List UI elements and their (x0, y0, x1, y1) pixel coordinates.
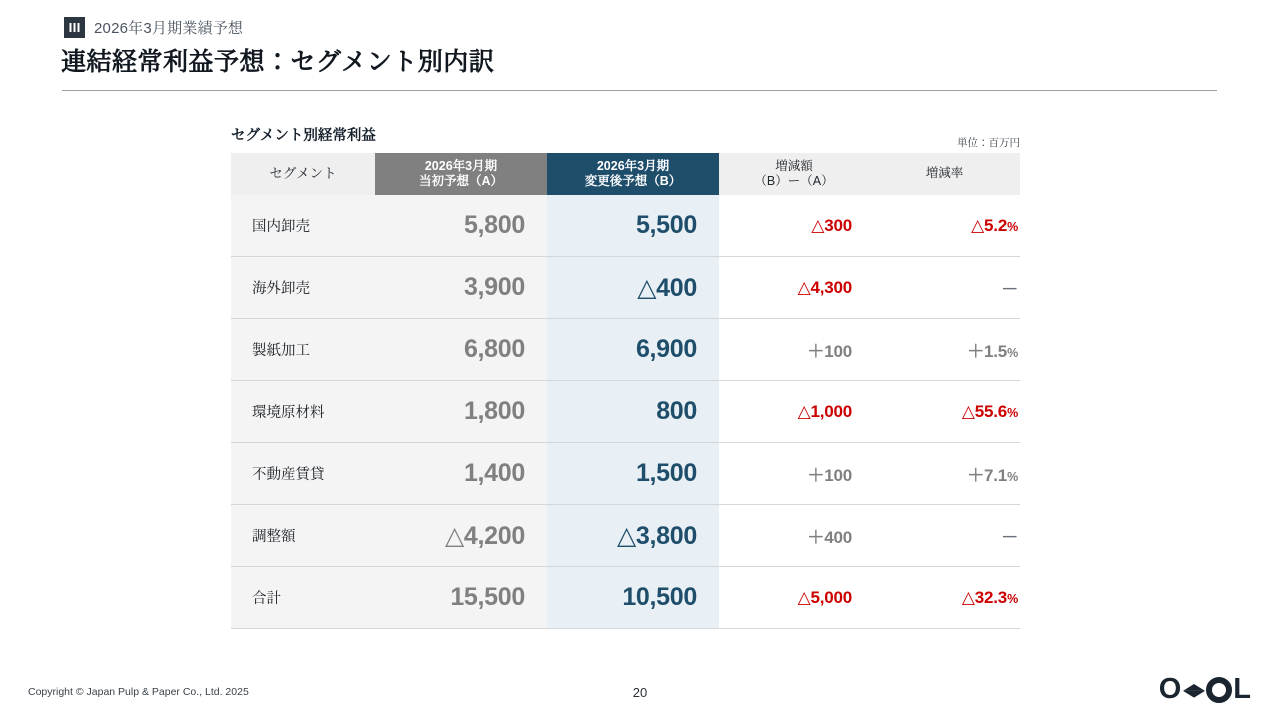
cell-change-rate-unit: % (1007, 219, 1018, 234)
cell-segment-name: 製紙加工 (231, 319, 375, 381)
cell-segment-name: 環境原材料 (231, 381, 375, 443)
cell-change-rate (869, 257, 1020, 319)
ovol-logo (1159, 673, 1252, 706)
cell-change-rate (869, 195, 1020, 257)
cell-change-rate-unit: % (1007, 405, 1018, 420)
column-header-revised-line2: 変更後予想（B） (584, 174, 682, 188)
unit-note: 単位：百万円 (957, 137, 1020, 149)
column-header-initial-forecast (375, 153, 547, 195)
cell-initial-forecast: 1,800 (375, 381, 547, 443)
table-header-row (231, 153, 1020, 195)
cell-change-rate (869, 319, 1020, 381)
page-number: 20 (632, 685, 648, 700)
column-header-difference-line1: 増減額 (775, 158, 813, 173)
footer-copyright: Copyright © Japan Pulp & Paper Co., Ltd. 2025 (28, 686, 249, 698)
cell-segment-name: 不動産賃貸 (231, 443, 375, 505)
logo-letter-o-left: O (1158, 673, 1183, 705)
column-header-initial-line2: 当初予想（A） (418, 174, 504, 188)
table-caption: セグメント別経常利益 (231, 128, 376, 144)
table-row (231, 257, 1020, 319)
table-header (231, 153, 1020, 195)
table-row (231, 319, 1020, 381)
cell-revised-forecast: 5,500 (547, 195, 719, 257)
slide-mark-icon (64, 17, 85, 38)
column-header-revised-line1: 2026年3月期 (596, 158, 670, 173)
table-row (231, 195, 1020, 257)
cell-segment-name: 国内卸売 (231, 195, 375, 257)
eyebrow (64, 17, 243, 38)
cell-change-rate (869, 443, 1020, 505)
column-header-change-rate-line1: 増減率 (925, 166, 964, 181)
cell-revised-forecast: 10,500 (547, 567, 719, 629)
cell-change-rate-value: － (1001, 528, 1018, 547)
logo-diamond-icon (1183, 677, 1205, 691)
table-row (231, 443, 1020, 505)
column-header-difference-line2: （B）ー（A） (754, 174, 834, 188)
cell-initial-forecast: 5,800 (375, 195, 547, 257)
cell-change-rate (869, 505, 1020, 567)
cell-revised-forecast: 800 (547, 381, 719, 443)
cell-difference: △4,300 (719, 257, 869, 319)
segment-profit-table-block (231, 124, 1020, 629)
cell-change-rate-unit: % (1007, 470, 1018, 484)
cell-difference: ＋100 (719, 319, 869, 381)
cell-initial-forecast: 15,500 (375, 567, 547, 629)
cell-change-rate-value: － (1001, 280, 1018, 299)
cell-difference: △1,000 (719, 381, 869, 443)
cell-change-rate (869, 381, 1020, 443)
table-row (231, 381, 1020, 443)
cell-change-rate-value: △32.3 (961, 587, 1008, 607)
eyebrow-label: 2026年3月期業績予想 (94, 20, 244, 37)
page-title: 連結経常利益予想：セグメント別内訳 (61, 48, 495, 76)
column-header-segment-line1: セグメント (269, 165, 337, 181)
cell-difference: △5,000 (719, 567, 869, 629)
cell-segment-name: 合計 (231, 567, 375, 629)
cell-segment-name: 海外卸売 (231, 257, 375, 319)
cell-initial-forecast: 6,800 (375, 319, 547, 381)
logo-circle-icon (1206, 677, 1232, 703)
cell-change-rate-unit: % (1007, 591, 1018, 606)
cell-change-rate-unit: % (1007, 346, 1018, 360)
logo-letter-l: L (1233, 673, 1252, 705)
column-header-change-rate (869, 153, 1020, 195)
cell-change-rate-value: ＋1.5 (967, 342, 1008, 361)
cell-change-rate-value: △55.6 (961, 401, 1008, 421)
cell-initial-forecast: △4,200 (375, 505, 547, 567)
cell-segment-name: 調整額 (231, 505, 375, 567)
cell-initial-forecast: 1,400 (375, 443, 547, 505)
column-header-initial-line1: 2026年3月期 (424, 158, 498, 173)
cell-revised-forecast: △3,800 (547, 505, 719, 567)
cell-revised-forecast: 6,900 (547, 319, 719, 381)
cell-difference: △300 (719, 195, 869, 257)
segment-profit-table (231, 153, 1020, 629)
column-header-difference (719, 153, 869, 195)
title-divider (62, 90, 1217, 91)
cell-difference: ＋400 (719, 505, 869, 567)
cell-change-rate-value: △5.2 (971, 215, 1008, 235)
cell-change-rate (869, 567, 1020, 629)
column-header-segment (231, 153, 375, 195)
cell-revised-forecast: △400 (547, 257, 719, 319)
cell-revised-forecast: 1,500 (547, 443, 719, 505)
column-header-revised-forecast (547, 153, 719, 195)
cell-difference: ＋100 (719, 443, 869, 505)
table-body (231, 195, 1020, 629)
cell-change-rate-value: ＋7.1 (967, 466, 1008, 485)
cell-initial-forecast: 3,900 (375, 257, 547, 319)
table-row (231, 505, 1020, 567)
table-row (231, 567, 1020, 629)
